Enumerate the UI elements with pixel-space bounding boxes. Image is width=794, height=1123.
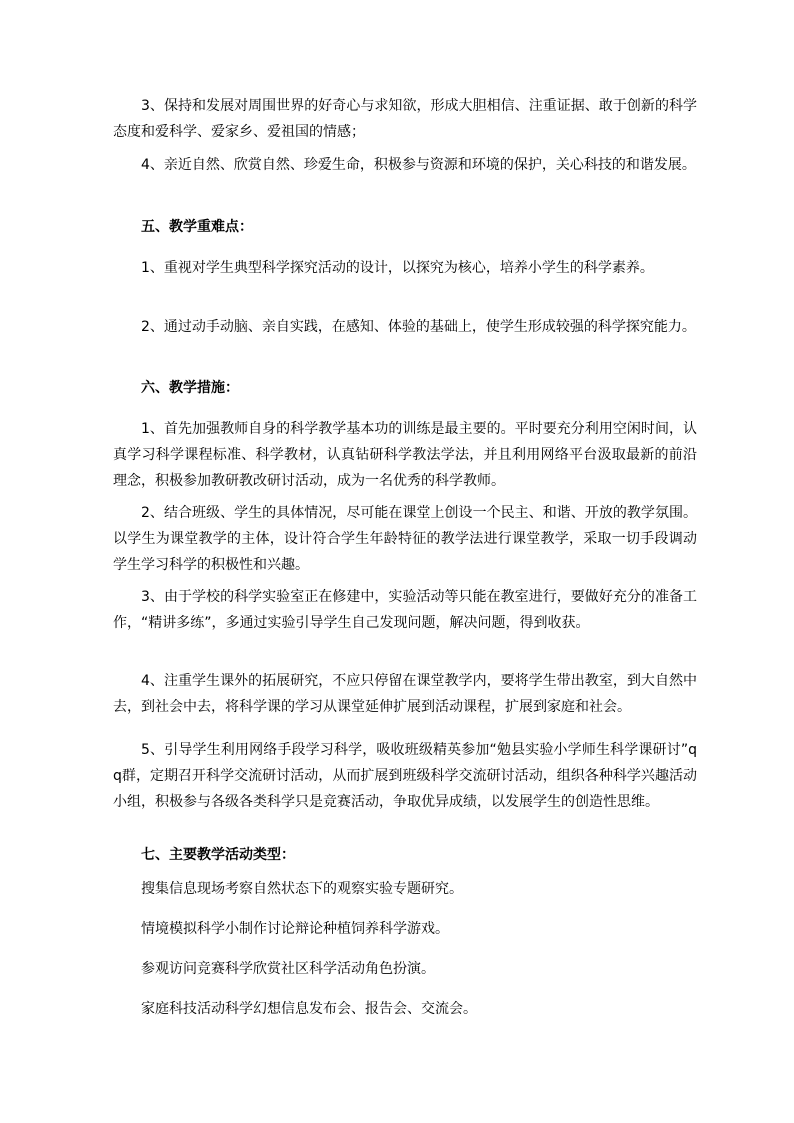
section-heading-key-points: 五、教学重难点： xyxy=(141,219,253,235)
measure-paragraph-5: 5、引导学生利用网络手段学习科学，吸收班级精英参加“勉县实验小学师生科学课研讨”qq群，定期召开科学交流研讨活动，从而扩展到班级科学交流研讨活动，组织各种科学兴趣活动小组，积极参与各级各类科学只是竞赛活动，争取优异成绩，以发展学生的创造性思维。 xyxy=(113,742,697,810)
measure-paragraph-1: 1、首先加强教师自身的科学教学基本功的训练是最主要的。平时要充分利用空闲时间，认真学习科学课程标准、科学教材，认真钻研科学教法学法，并且利用网络平台汲取最新的前沿理念，积极参加教研教改研讨活动，成为一名优秀的科学教师。 xyxy=(113,421,697,489)
activity-type-line-1: 搜集信息现场考察自然状态下的观察实验专题研究。 xyxy=(141,881,463,897)
measure-paragraph-2: 2、结合班级、学生的具体情况，尽可能在课堂上创设一个民主、和谐、开放的教学氛围。以学生为课堂教学的主体，设计符合学生年龄特征的教学法进行课堂教学，采取一切手段调动学生学习科学的积极性和兴趣。 xyxy=(113,505,697,573)
activity-type-line-3: 参观访问竞赛科学欣赏社区科学活动角色扮演。 xyxy=(141,961,435,977)
key-point-paragraph-1: 1、重视对学生典型科学探究活动的设计，以探究为核心，培养小学生的科学素养。 xyxy=(141,260,654,276)
activity-type-line-4: 家庭科技活动科学幻想信息发布会、报告会、交流会。 xyxy=(141,1001,477,1017)
goal-paragraph-3: 3、保持和发展对周围世界的好奇心与求知欲，形成大胆相信、注重证据、敢于创新的科学态度和爱科学、爱家乡、爱祖国的情感； xyxy=(113,98,697,140)
goal-paragraph-4: 4、亲近自然、欣赏自然、珍爱生命，积极参与资源和环境的保护，关心科技的和谐发展。 xyxy=(141,157,696,173)
measure-paragraph-3: 3、由于学校的科学实验室正在修建中，实验活动等只能在教室进行，要做好充分的准备工作，“精讲多练”，多通过实验引导学生自己发现问题，解决问题，得到收获。 xyxy=(113,589,697,631)
activity-type-line-2: 情境模拟科学小制作讨论辩论种植饲养科学游戏。 xyxy=(141,921,449,937)
key-point-paragraph-2: 2、通过动手动脑、亲自实践，在感知、体验的基础上，使学生形成较强的科学探究能力。 xyxy=(141,319,696,335)
measure-paragraph-4: 4、注重学生课外的拓展研究，不应只停留在课堂教学内，要将学生带出教室，到大自然中去，到社会中去，将科学课的学习从课堂延伸扩展到活动课程，扩展到家庭和社会。 xyxy=(113,673,697,715)
section-heading-measures: 六、教学措施： xyxy=(141,380,239,396)
section-heading-activity-types: 七、主要教学活动类型： xyxy=(141,847,295,863)
